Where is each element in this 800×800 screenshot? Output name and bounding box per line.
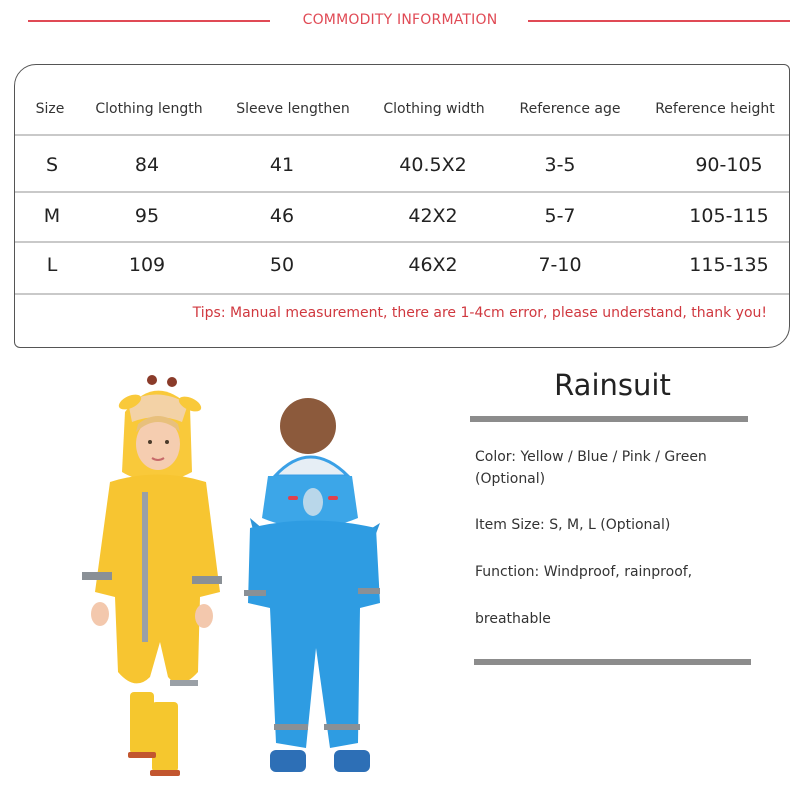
bottom-divider-bar (474, 659, 751, 665)
cell-reference-height: 105-115 (689, 205, 769, 227)
cell-clothing-length: 84 (134, 154, 160, 176)
cell-clothing-length: 109 (128, 254, 166, 276)
cell-reference-age: 5-7 (544, 205, 576, 227)
cell-clothing-width: 46X2 (408, 254, 458, 276)
column-header-sleeve-length: Sleeve lengthen (236, 101, 350, 117)
cell-clothing-width: 42X2 (408, 205, 458, 227)
size-chart-table (14, 64, 790, 348)
item-size: Item Size: S, M, L (Optional) (475, 517, 671, 533)
cell-reference-age: 3-5 (544, 154, 576, 176)
cell-clothing-length: 95 (134, 205, 160, 227)
product-title: Rainsuit (554, 368, 671, 402)
measurement-tips: Tips: Manual measurement, there are 1-4cm error, please understand, thank you! (192, 305, 767, 321)
table-row (15, 153, 789, 177)
column-header-reference-height: Reference height (655, 101, 775, 117)
row-divider (15, 134, 789, 136)
row-divider (15, 191, 789, 193)
cell-size: M (43, 205, 61, 227)
table-row (15, 204, 789, 228)
cell-sleeve-length: 46 (269, 205, 295, 227)
blue-rainsuit-photo (240, 398, 390, 788)
cell-reference-height: 115-135 (689, 254, 769, 276)
cell-sleeve-length: 50 (269, 254, 295, 276)
table-row (15, 253, 789, 277)
section-title: COMMODITY INFORMATION (302, 12, 498, 28)
column-header-size: Size (35, 101, 65, 117)
table-header-row (15, 99, 789, 119)
cell-size: S (45, 154, 59, 176)
header-right-rule (528, 20, 790, 22)
cell-reference-age: 7-10 (538, 254, 582, 276)
row-divider (15, 241, 789, 243)
column-header-reference-age: Reference age (519, 101, 621, 117)
function-line-1: Function: Windproof, rainproof, (475, 564, 693, 580)
yellow-rainsuit-photo (70, 372, 240, 792)
cell-size: L (46, 254, 58, 276)
color-options: Color: Yellow / Blue / Pink / Green (475, 449, 707, 465)
function-line-2: breathable (475, 611, 551, 627)
cell-sleeve-length: 41 (269, 154, 295, 176)
column-header-clothing-width: Clothing width (383, 101, 485, 117)
header-left-rule (28, 20, 270, 22)
cell-clothing-width: 40.5X2 (399, 154, 467, 176)
row-divider (15, 293, 789, 295)
column-header-clothing-length: Clothing length (95, 101, 203, 117)
cell-reference-height: 90-105 (695, 154, 763, 176)
color-optional-note: (Optional) (475, 471, 546, 487)
title-underline-bar (470, 416, 748, 422)
